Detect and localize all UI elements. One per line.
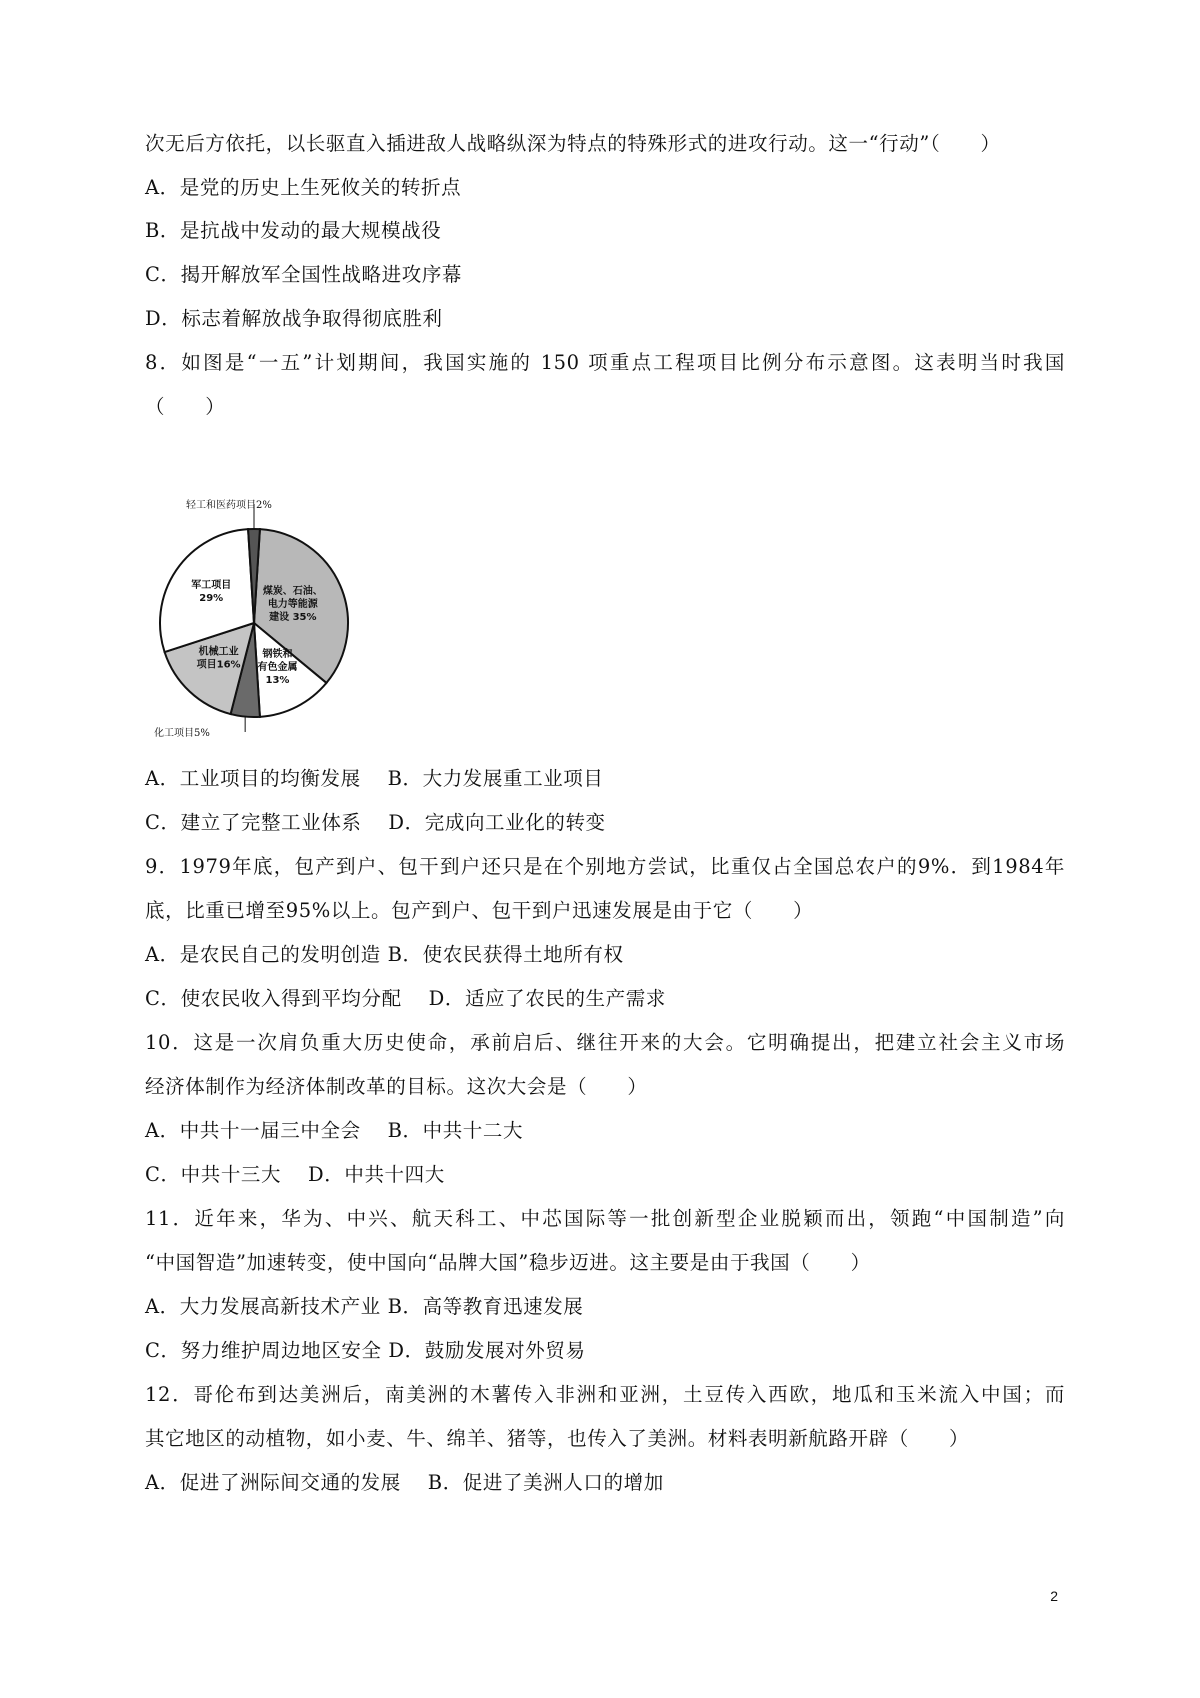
q9-options-ab: A．是农民自己的发明创造 B．使农民获得土地所有权 (145, 943, 624, 966)
q7-option-a: A．是党的历史上生死攸关的转折点 (145, 176, 462, 199)
pie-label-steel: 钢铁和有色金属 13% (257, 649, 298, 687)
q12-stem: 12．哥伦布到达美洲后，南美洲的木薯传入非洲和亚洲，土豆传入西欧，地瓜和玉米流入中国；而 (145, 1383, 1065, 1406)
q11-options-ab: A．大力发展高新技术产业 B．高等教育迅速发展 (145, 1295, 584, 1318)
pie-label-military: 军工项目 29% (191, 579, 232, 604)
q8-stem: 8．如图是“一五”计划期间，我国实施的 150 项重点工程项目比例分布示意图。这表明当时我国 (145, 351, 1065, 374)
pie-label-chemical: 化工项目5% (154, 728, 210, 739)
pie-label-light-medicine: 轻工和医药项目2% (186, 500, 272, 511)
q12-options-ab: A．促进了洲际间交通的发展 B．促进了美洲人口的增加 (145, 1471, 664, 1494)
q10-stem: 10．这是一次肩负重大历史使命，承前启后、继往开来的大会。它明确提出，把建立社会主义市场 (145, 1031, 1065, 1054)
q10-options-ab: A．中共十一届三中全会 B．中共十二大 (145, 1119, 524, 1142)
q7-option-b: B．是抗战中发动的最大规模战役 (145, 219, 442, 242)
q9-stem-continued: 底，比重已增至95%以上。包产到户、包干到户迅速发展是由于它（ ） (145, 899, 814, 922)
q10-options-cd: C．中共十三大 D．中共十四大 (145, 1163, 445, 1186)
q7-option-d: D．标志着解放战争取得彻底胜利 (145, 307, 443, 330)
q9-options-cd: C．使农民收入得到平均分配 D．适应了农民的生产需求 (145, 987, 666, 1010)
page-number: 2 (1050, 1588, 1058, 1604)
pie-label-machinery: 机械工业项目16% (196, 646, 241, 671)
q8-options-cd: C．建立了完整工业体系 D．完成向工业化的转变 (145, 811, 606, 834)
q8-options-ab: A．工业项目的均衡发展 B．大力发展重工业项目 (145, 767, 604, 790)
q7-stem-continued: 次无后方依托，以长驱直入插进敌人战略纵深为特点的特殊形式的进攻行动。这一“行动”（ ） (145, 132, 1001, 155)
pie-chart-svg (150, 490, 370, 748)
project-distribution-pie-chart (150, 490, 370, 748)
q7-option-c: C．揭开解放军全国性战略进攻序幕 (145, 263, 463, 286)
q11-stem-continued: “中国智造”加速转变，使中国向“品牌大国”稳步迈进。这主要是由于我国（ ） (145, 1251, 871, 1274)
q8-stem-paren: （ ） (145, 395, 226, 418)
q9-stem: 9．1979年底，包产到户、包干到户还只是在个别地方尝试，比重仅占全国总农户的9%．到1984年 (145, 855, 1065, 878)
q11-options-cd: C．努力维护周边地区安全 D．鼓励发展对外贸易 (145, 1339, 586, 1362)
q10-stem-continued: 经济体制作为经济体制改革的目标。这次大会是（ ） (145, 1075, 648, 1098)
q12-stem-continued: 其它地区的动植物，如小麦、牛、绵羊、猪等，也传入了美洲。材料表明新航路开辟（ ） (145, 1427, 970, 1450)
pie-label-energy: 煤炭、石油、电力等能源建设 35% (262, 586, 323, 624)
q11-stem: 11．近年来，华为、中兴、航天科工、中芯国际等一批创新型企业脱颖而出，领跑“中国制造”向 (145, 1207, 1065, 1230)
